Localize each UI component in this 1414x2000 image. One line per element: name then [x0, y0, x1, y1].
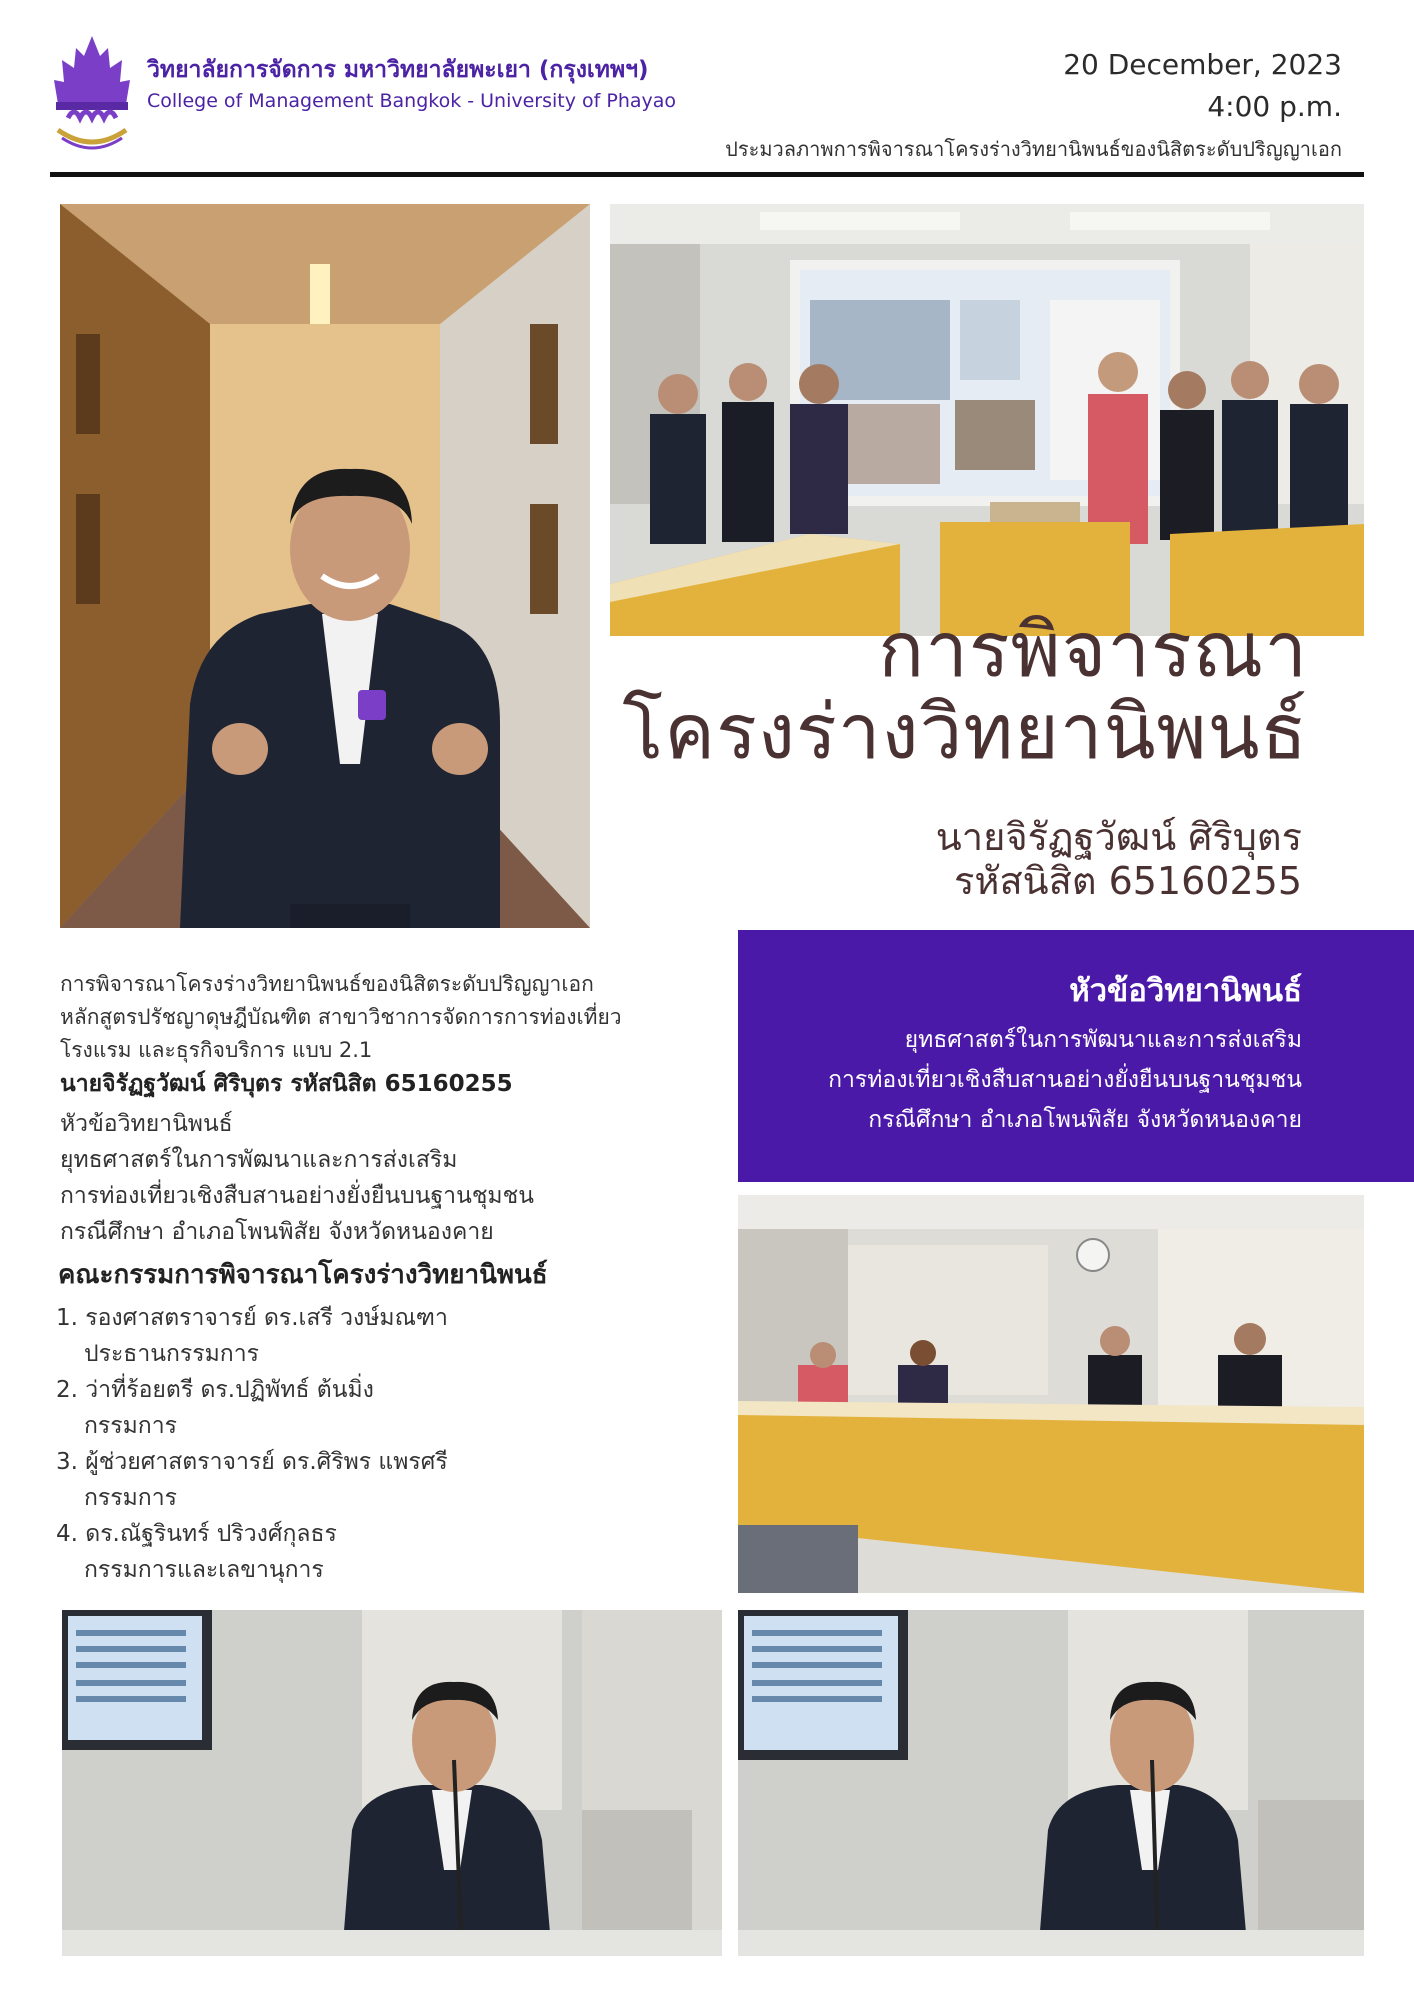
- details-topic-heading: หัวข้อวิทยานิพนธ์: [60, 1111, 233, 1137]
- thesis-topic-line: การท่องเที่ยวเชิงสืบสานอย่างยั่งยืนบนฐานชุมชน: [828, 1067, 1302, 1093]
- student-id: รหัสนิสิต 65160255: [954, 859, 1302, 903]
- thesis-topic-line: กรณีศึกษา อำเภอโพนพิสัย จังหวัดหนองคาย: [868, 1107, 1302, 1133]
- details-student-name: นายจิรัฏฐวัฒน์ ศิริบุตร รหัสนิสิต 65160255: [60, 1071, 513, 1097]
- thesis-topic-heading: หัวข้อวิทยานิพนธ์: [1069, 973, 1302, 1009]
- college-name-english: College of Management Bangkok - University of Phayao: [147, 90, 677, 112]
- thesis-topic-box: [738, 930, 1414, 1182]
- event-time: 4:00 p.m.: [1207, 90, 1342, 123]
- main-title-line-1: การพิจารณา: [878, 605, 1308, 694]
- committee-member-name: 1. รองศาสตราจารย์ ดร.เสรี วงษ์มณฑา: [56, 1305, 448, 1331]
- student-name: นายจิรัฏฐวัฒน์ ศิริบุตร: [935, 815, 1302, 859]
- photo-committee-table: [738, 1195, 1364, 1593]
- details-line: การพิจารณาโครงร่างวิทยานิพนธ์ของนิสิตระดับปริญญาเอก: [60, 972, 594, 996]
- details-topic-line: กรณีศึกษา อำเภอโพนพิสัย จังหวัดหนองคาย: [60, 1219, 494, 1245]
- committee-member-name: 3. ผู้ช่วยศาสตราจารย์ ดร.ศิริพร แพรศรี: [56, 1449, 448, 1475]
- committee-list: [56, 1300, 696, 1588]
- photo-group-meeting-room: [610, 204, 1364, 636]
- photo-student-presenting-1: [62, 1610, 722, 1956]
- details-topic-line: การท่องเที่ยวเชิงสืบสานอย่างยั่งยืนบนฐานชุมชน: [60, 1183, 534, 1209]
- event-date: 20 December, 2023: [1063, 48, 1342, 81]
- committee-member-role: กรรมการและเลขานุการ: [84, 1557, 324, 1583]
- committee-member-name: 4. ดร.ณัฐรินทร์ ปริวงศ์กุลธร: [56, 1521, 337, 1547]
- main-title-line-2: โครงร่างวิทยานิพนธ์: [622, 687, 1308, 776]
- committee-member-role: กรรมการ: [84, 1485, 177, 1511]
- committee-heading: คณะกรรมการพิจารณาโครงร่างวิทยานิพนธ์: [58, 1260, 548, 1290]
- header-divider: [50, 172, 1364, 177]
- details-line: หลักสูตรปรัชญาดุษฎีบัณฑิต สาขาวิชาการจัดการการท่องเที่ยว: [60, 1005, 622, 1029]
- thesis-topic-line: ยุทธศาสตร์ในการพัฒนาและการส่งเสริม: [904, 1027, 1302, 1053]
- details-topic-line: ยุทธศาสตร์ในการพัฒนาและการส่งเสริม: [60, 1147, 458, 1173]
- photo-student-portrait: [60, 204, 590, 928]
- college-name-thai: วิทยาลัยการจัดการ มหาวิทยาลัยพะเยา (กรุงเทพฯ): [147, 57, 649, 83]
- gallery-caption: ประมวลภาพการพิจารณาโครงร่างวิทยานิพนธ์ของนิสิตระดับปริญญาเอก: [725, 137, 1342, 161]
- committee-member-role: กรรมการ: [84, 1413, 177, 1439]
- details-line: โรงแรม และธุรกิจบริการ แบบ 2.1: [60, 1038, 373, 1062]
- photo-student-presenting-2: [738, 1610, 1364, 1956]
- committee-member-role: ประธานกรรมการ: [84, 1341, 259, 1367]
- university-logo: [48, 34, 136, 152]
- committee-member-name: 2. ว่าที่ร้อยตรี ดร.ปฏิพัทธ์ ต้นมิ่ง: [56, 1377, 374, 1403]
